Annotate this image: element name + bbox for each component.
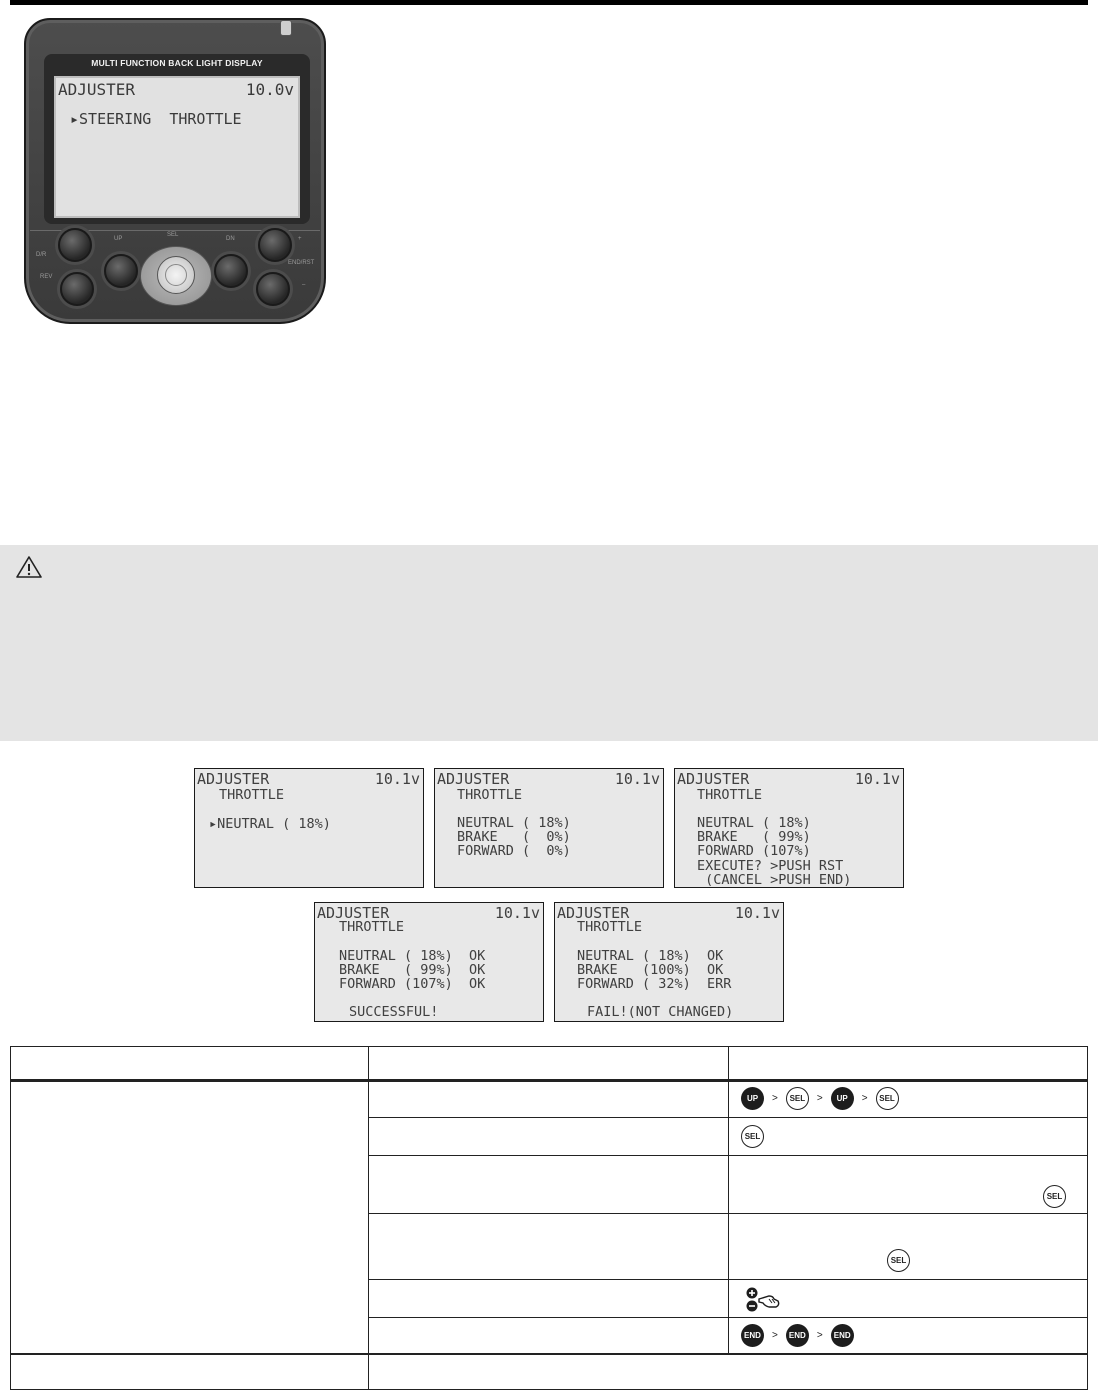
up-button-label: UP bbox=[114, 236, 123, 242]
screen-title: ADJUSTER bbox=[437, 770, 510, 788]
screen-line: EXECUTE? >PUSH RST bbox=[697, 858, 844, 874]
screen-voltage: 10.1v bbox=[494, 904, 540, 922]
screen-footer: FAIL!(NOT CHANGED) bbox=[587, 1004, 734, 1020]
table-header-rule bbox=[11, 1079, 1087, 1082]
arrow-right-icon: > bbox=[861, 1093, 868, 1104]
screen-voltage: 10.1v bbox=[374, 770, 420, 788]
end-key-icon: END bbox=[831, 1324, 854, 1347]
main-lcd bbox=[54, 76, 300, 218]
screen-line: (CANCEL >PUSH END) bbox=[697, 872, 852, 888]
table-col-rule bbox=[728, 1047, 729, 1353]
plus-minus-push-icon bbox=[745, 1287, 781, 1313]
key-sequence-row-2 bbox=[741, 1125, 764, 1148]
screen-voltage: 10.1v bbox=[614, 770, 660, 788]
operation-table bbox=[10, 1046, 1088, 1390]
minus-button-label: – bbox=[302, 282, 306, 288]
dn-button[interactable] bbox=[214, 254, 248, 288]
screen-subtitle: THROTTLE bbox=[697, 787, 763, 803]
dr-button-label: D/R bbox=[36, 252, 47, 258]
up-key-icon: UP bbox=[831, 1087, 854, 1110]
caution-box bbox=[0, 545, 1098, 741]
lcd-menu: ▸STEERING THROTTLE bbox=[70, 110, 242, 128]
screen-voltage: 10.1v bbox=[854, 770, 900, 788]
screen-line: FORWARD (107%) bbox=[697, 843, 811, 859]
screen-footer: SUCCESSFUL! bbox=[349, 1004, 439, 1020]
up-key-icon: UP bbox=[741, 1087, 764, 1110]
lcd-voltage: 10.0v bbox=[245, 80, 294, 99]
end-reset-button-label: END/RST bbox=[288, 260, 315, 266]
dn-button-label: DN bbox=[226, 236, 235, 242]
screen-title: ADJUSTER bbox=[317, 904, 390, 922]
sel-key-icon: SEL bbox=[786, 1087, 809, 1110]
plus-button[interactable] bbox=[258, 228, 292, 262]
screen-line: ▸NEUTRAL ( 18%) bbox=[209, 816, 331, 832]
end-reset-button[interactable] bbox=[256, 272, 290, 306]
screen-subtitle: THROTTLE bbox=[219, 787, 285, 803]
arrow-right-icon: > bbox=[772, 1330, 778, 1341]
transmitter-display-unit bbox=[24, 18, 326, 324]
screen-line: BRAKE (100%) OK bbox=[577, 962, 724, 978]
screen-line: BRAKE ( 99%) OK bbox=[339, 962, 486, 978]
key-sequence-row-6 bbox=[741, 1324, 854, 1347]
screen-voltage: 10.1v bbox=[734, 904, 780, 922]
screen-subtitle: THROTTLE bbox=[457, 787, 523, 803]
arrow-right-icon: > bbox=[816, 1330, 823, 1341]
screen-line: FORWARD ( 0%) bbox=[457, 843, 571, 859]
rev-button[interactable] bbox=[60, 272, 94, 306]
sel-key-icon: SEL bbox=[741, 1125, 764, 1148]
screen-line: BRAKE ( 0%) bbox=[457, 829, 571, 845]
table-col-rule bbox=[368, 1047, 369, 1389]
lcd-title: ADJUSTER bbox=[58, 80, 136, 99]
display-bezel bbox=[44, 54, 310, 224]
up-button[interactable] bbox=[104, 254, 138, 288]
plus-button-label: + bbox=[298, 236, 302, 242]
screen-line: NEUTRAL ( 18%) OK bbox=[339, 948, 486, 964]
end-key-icon: END bbox=[786, 1324, 809, 1347]
lcd-screen-execute bbox=[674, 768, 904, 888]
screen-line: NEUTRAL ( 18%) OK bbox=[577, 948, 724, 964]
key-sequence-row-4 bbox=[887, 1249, 910, 1272]
lcd-screen-values bbox=[434, 768, 664, 888]
screen-subtitle: THROTTLE bbox=[577, 919, 643, 935]
screen-line: FORWARD (107%) OK bbox=[339, 976, 486, 992]
sel-button-label: SEL bbox=[167, 232, 179, 238]
arrow-right-icon: > bbox=[816, 1093, 823, 1104]
screen-line: NEUTRAL ( 18%) bbox=[697, 815, 811, 831]
lcd-screen-fail bbox=[554, 902, 784, 1022]
sel-key-icon: SEL bbox=[887, 1249, 910, 1272]
screen-line: NEUTRAL ( 18%) bbox=[457, 815, 571, 831]
table-row-rule bbox=[11, 1353, 1087, 1355]
key-sequence-row-5 bbox=[745, 1287, 781, 1313]
top-rule bbox=[10, 0, 1088, 5]
screen-title: ADJUSTER bbox=[557, 904, 630, 922]
rev-button-label: REV bbox=[40, 274, 53, 280]
sel-key-icon: SEL bbox=[876, 1087, 899, 1110]
lcd-screen-successful bbox=[314, 902, 544, 1022]
dpad-center-icon bbox=[165, 264, 187, 286]
screen-line: BRAKE ( 99%) bbox=[697, 829, 811, 845]
warning-icon bbox=[16, 555, 42, 579]
led-indicator bbox=[280, 20, 292, 36]
key-sequence-row-1 bbox=[741, 1087, 899, 1110]
lcd-screen-neutral bbox=[194, 768, 424, 888]
sel-key-icon: SEL bbox=[1043, 1185, 1066, 1208]
screen-title: ADJUSTER bbox=[677, 770, 750, 788]
bezel-label: MULTI FUNCTION BACK LIGHT DISPLAY bbox=[91, 58, 263, 68]
screen-subtitle: THROTTLE bbox=[339, 919, 405, 935]
screen-line: FORWARD ( 32%) ERR bbox=[577, 976, 732, 992]
end-key-icon: END bbox=[741, 1324, 764, 1347]
dpad-button[interactable] bbox=[157, 256, 195, 294]
dr-button[interactable] bbox=[58, 228, 92, 262]
arrow-right-icon: > bbox=[772, 1093, 778, 1104]
key-sequence-row-3 bbox=[1043, 1185, 1066, 1208]
screen-title: ADJUSTER bbox=[197, 770, 270, 788]
